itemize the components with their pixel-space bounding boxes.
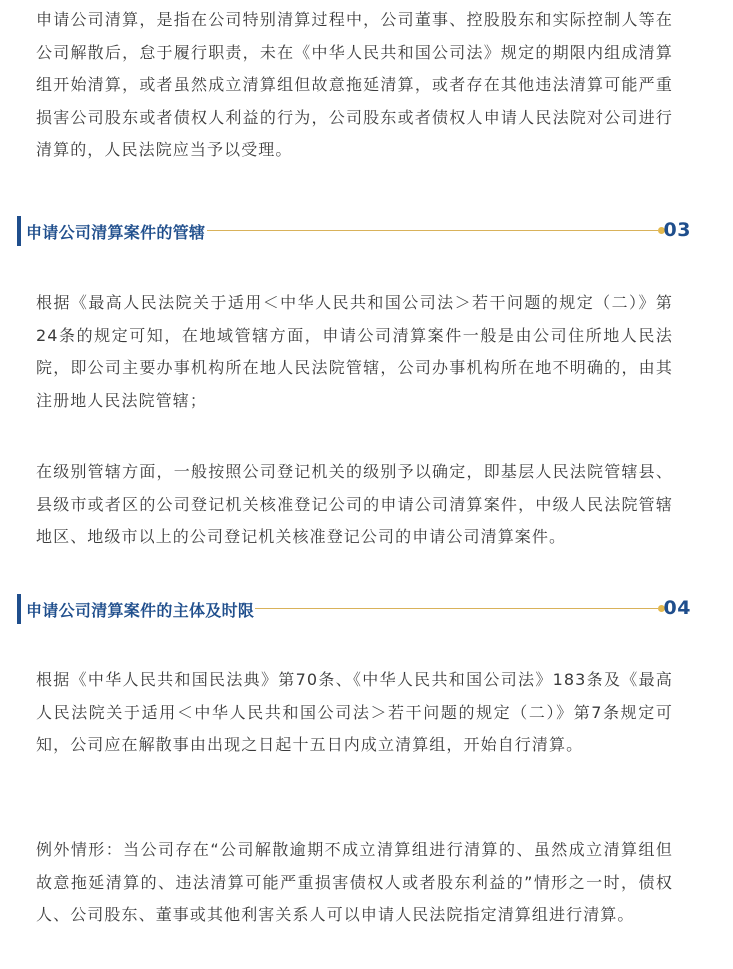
section-title: 申请公司清算案件的管辖 xyxy=(26,223,206,242)
section-header-04 xyxy=(17,594,693,624)
section-number: 03 xyxy=(663,219,691,241)
section-03-paragraph-1: 根据《最高人民法院关于适用＜中华人民共和国公司法＞若干问题的规定（二）》第24条的规定可知，在地域管辖方面，申请公司清算案件一般是由公司住所地人民法院，即公司主要办事机构所在地人民法院管辖，公司办事机构所在地不明确的，由其注册地人民法院管辖； xyxy=(36,293,673,410)
section-04-paragraph-2: 例外情形：当公司存在“公司解散逾期不成立清算组进行清算的、虽然成立清算组但故意拖延清算的、违法清算可能严重损害债权人或者股东利益的”情形之一时，债权人、公司股东、董事或其他利害关系人可以申请人民法院指定清算组进行清算。 xyxy=(36,840,673,924)
section-03-paragraph-2: 在级别管辖方面，一般按照公司登记机关的级别予以确定，即基层人民法院管辖县、县级市或者区的公司登记机关核准登记公司的申请公司清算案件，中级人民法院管辖地区、地级市以上的公司登记机关核准登记公司的申请公司清算案件。 xyxy=(36,462,673,546)
section-number: 04 xyxy=(663,597,691,619)
intro-paragraph: 申请公司清算，是指在公司特别清算过程中，公司董事、控股股东和实际控制人等在公司解散后，怠于履行职责，未在《中华人民共和国公司法》规定的期限内组成清算组开始清算，或者虽然成立清算组但故意拖延清算，或者存在其他违法清算可能严重损害公司股东或者债权人利益的行为，公司股东或者债权人申请人民法院对公司进行清算的，人民法院应当予以受理。 xyxy=(36,10,673,159)
section-accent-bar xyxy=(17,216,21,246)
section-04-paragraph-1: 根据《中华人民共和国民法典》第70条、《中华人民共和国公司法》183条及《最高人民法院关于适用＜中华人民共和国公司法＞若干问题的规定（二）》第7条规定可知，公司应在解散事由出现之日起十五日内成立清算组，开始自行清算。 xyxy=(36,670,673,754)
section-accent-bar xyxy=(17,594,21,624)
section-divider-line xyxy=(255,608,658,609)
section-header-03 xyxy=(17,216,693,246)
section-title: 申请公司清算案件的主体及时限 xyxy=(26,601,255,620)
section-divider-line xyxy=(207,230,658,231)
